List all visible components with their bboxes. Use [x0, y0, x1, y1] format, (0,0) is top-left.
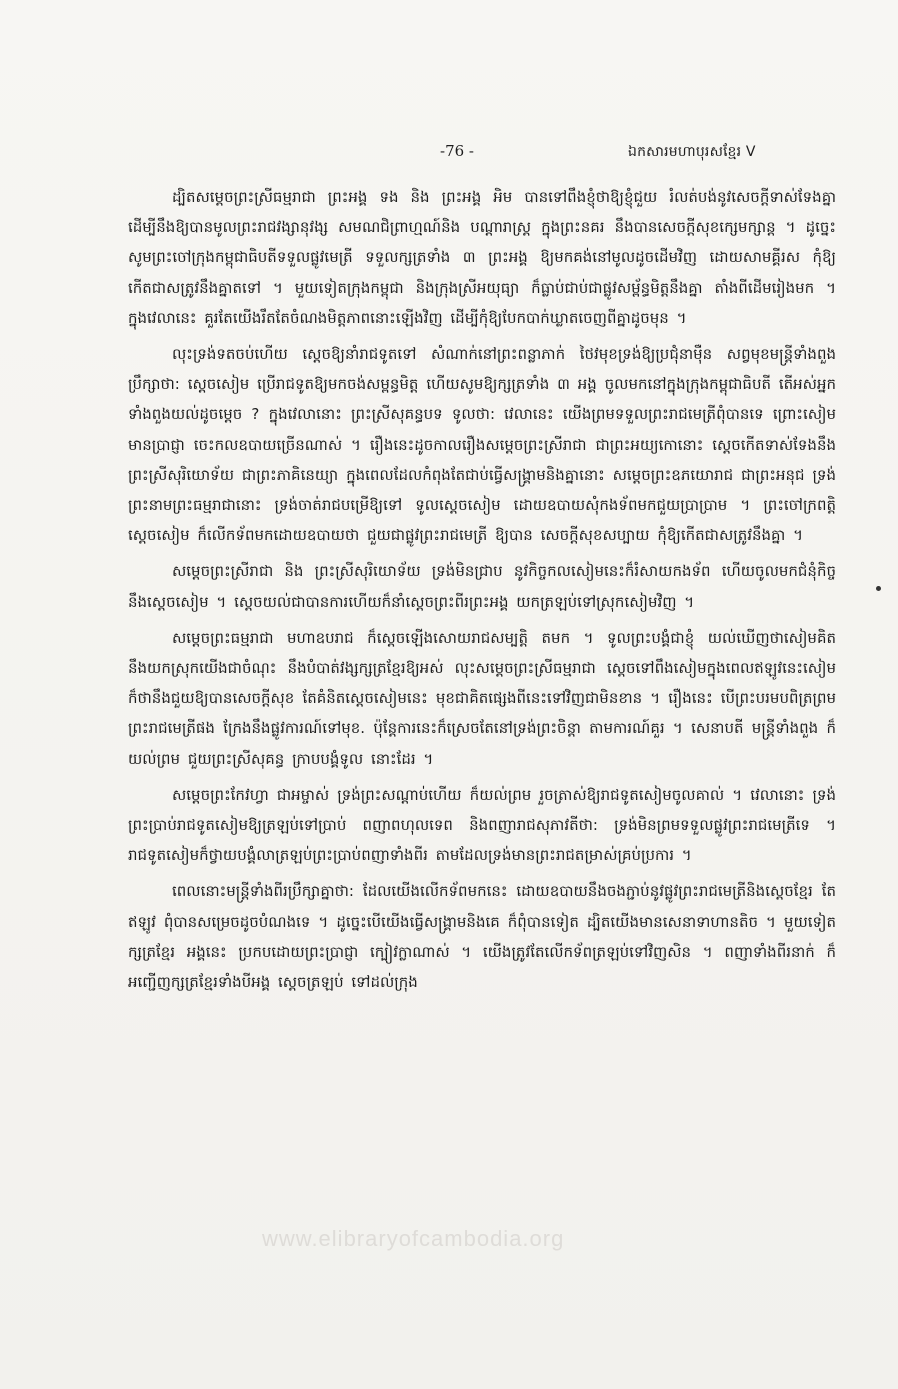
- paragraph-1: ដ្បិតសម្តេចព្រះស្រីធម្មរាជា ព្រះអង្គ ទង និង ព្រះអង្គ អិម បានទៅពឹងខ្ញុំថាឱ្យខ្ញុំជួយ រំលត់បង់នូវសេចក្តីទាស់ទែងគ្នា ដើម្បីនឹងឱ្យបានមូលព្រះរាជវង្សានុវង្ស សមណជិព្រាហ្មណ៍និង បណ្តារាស្ត្រ ក្នុងព្រះនគរ នឹងបានសេចក្តីសុខក្សេមក្សាន្ត ។ ដូច្នេះសូមព្រះចៅក្រុងកម្ពុជាធិបតីទទួលផ្លូវមេត្រី ទទួលក្សត្រទាំង ៣ ព្រះអង្គ ឱ្យមកគង់នៅមូលដូចដើមវិញ ដោយសាមគ្គីរស កុំឱ្យកើតជាសត្រូវនឹងគ្នាតទៅ ។ មួយទៀតក្រុងកម្ពុជា និងក្រុងស្រីអយុធ្យា ក៏ធ្លាប់ជាប់ជាផ្លូវសម្ព័ន្ធមិត្តនឹងគ្នា តាំងពីដើមរៀងមក ។ ក្នុងវេលានេះ គួរតែយើងរឹតតែចំណងមិត្តភាពនោះឡើងវិញ ដើម្បីកុំឱ្យបែកបាក់ឃ្លាតចេញពីគ្នាដូចមុន ។: [128, 188, 836, 327]
- paragraph-6: ពេលនោះមន្ត្រីទាំងពីរប្រឹក្សាគ្នាថា: ដែលយើងលើកទ័ពមកនេះ ដោយឧបាយនឹងចងភ្ជាប់នូវផ្លូវព្រះរាជមេត្រីនិងស្តេចខ្មែរ តែឥឡូវ ពុំបានសម្រេចដូចបំណងទេ ។ ដូច្នេះបើយើងធ្វើសង្គ្រាមនិងគេ ក៏ពុំបានទៀត ដ្បិតយើងមានសេនាទាហានតិច ។ មួយទៀតក្សត្រខ្មែរ អង្គនេះ ប្រកបដោយព្រះប្រាជ្ញា ក្បៀវក្លាណាស់ ។ យើងត្រូវតែលើកទ័ពត្រឡប់ទៅវិញសិន ។ ពញាទាំងពីរនាក់ ក៏អញ្ជើញក្សត្រខ្មែរទាំងបីអង្គ ស្តេចត្រឡប់ ទៅដល់ក្រុង: [128, 882, 836, 992]
- running-title: ឯកសារមហាបុរសខ្មែរ V: [628, 144, 756, 160]
- page-header: [0, 142, 898, 168]
- document-body: [128, 182, 836, 1252]
- paragraph-5: សម្តេចព្រះកែវហ្វា ជាអម្ចាស់ ទ្រង់ព្រះសណ្តាប់ហើយ ក៏យល់ព្រម រួចត្រាស់ឱ្យរាជទូតសៀមចូលគាល់ ។ វេលានោះ ទ្រង់ព្រះប្រាប់រាជទូតសៀមឱ្យត្រឡប់ទៅប្រាប់ ពញាពហុលទេព និងពញារាជសុភាវតីថា: ទ្រង់មិនព្រមទទួលផ្លូវព្រះរាជមេត្រីទេ ។ រាជទូតសៀមក៏ថ្វាយបង្គំលាត្រឡប់ព្រះប្រាប់ពញាទាំងពីរ តាមដែលទ្រង់មានព្រះរាជតម្រាស់គ្រប់ប្រការ ។: [128, 785, 836, 865]
- paragraph-2: លុះទ្រង់ទតចប់ហើយ ស្តេចឱ្យនាំរាជទូតទៅ សំណាក់នៅព្រះពន្លាភាក់ ថៃវមុខទ្រង់ឱ្យប្រជុំនាម៉ឺន សព្វមុខមន្ត្រីទាំងពួងប្រឹក្សាថា: ស្តេចសៀម ប្រើរាជទូតឱ្យមកចង់សម្ពន្ធមិត្ត ហើយសូមឱ្យក្សត្រទាំង ៣ អង្គ ចូលមកនៅក្នុងក្រុងកម្ពុជាធិបតី តើអស់អ្នកទាំងពួងយល់ដូចម្តេច ? ក្នុងវេលានោះ ព្រះស្រីសុគន្ធបទ ទូលថា: វេលានេះ យើងព្រមទទួលព្រះរាជមេត្រីពុំបានទេ ព្រោះសៀមមានប្រាជ្ញា ចេះកលឧបាយច្រើនណាស់ ។ រឿងនេះដូចកាលរឿងសម្តេចព្រះស្រីរាជា ជាព្រះអយ្យកោនោះ ស្តេចកើតទាស់ទែងនឹងព្រះស្រីសុរិយោទ័យ ជាព្រះភាគិនេយ្យា ក្នុងពេលដែលកំពុងតែជាប់ធ្វើសង្គ្រាមនិងគ្នានោះ សម្តេចព្រះឧភយោរាជ ជាព្រះអនុជ ទ្រង់ព្រះនាមព្រះធម្មរាជានោះ ទ្រង់ចាត់រាជបម្រើឱ្យទៅ ទូលស្តេចសៀម ដោយឧបាយសុំកងទ័ពមកជួយប្រាប្រាម ។ ព្រះចៅក្រពត្តិ ស្តេចសៀម ក៏លើកទ័ពមកដោយឧបាយថា ជួយជាផ្លូវព្រះរាជមេត្រី ឱ្យបាន សេចក្តីសុខសប្បាយ កុំឱ្យកើតជាសត្រូវនឹងគ្នា ។: [128, 345, 836, 545]
- paragraph-3: សម្តេចព្រះស្រីរាជា និង ព្រះស្រីសុរិយោទ័យ ទ្រង់មិនជ្រាប នូវកិច្ចកលសៀមនេះក៏រំសាយកងទ័ព ហើយចូលមកជំនុំកិច្ចនឹងស្តេចសៀម ។ ស្តេចយល់ជាបានការហើយក៏នាំស្តេចព្រះពីរព្រះអង្គ យកត្រឡប់ទៅស្រុកសៀមវិញ ។: [128, 562, 836, 611]
- watermark: www.elibraryofcambodia.org: [262, 1226, 565, 1251]
- page-number: -76 -: [440, 142, 474, 160]
- paragraph-4: សម្តេចព្រះធម្មរាជា មហាឧបរាជ ក៏ស្តេចឡើងសោយរាជសម្បត្តិ តមក ។ ទូលព្រះបង្គំជាខ្ញុំ យល់ឃើញថាសៀមគិតនឹងយកស្រុកយើងជាចំណុះ នឹងបំបាត់វង្សក្សត្រខ្មែរឱ្យអស់ លុះសម្តេចព្រះស្រីធម្មរាជា ស្តេចទៅពឹងសៀមក្នុងពេលឥឡូវនេះសៀម ក៏ថានឹងជួយឱ្យបានសេចក្តីសុខ តែគំនិតស្តេចសៀមនេះ មុខជាគិតផ្សេងពីនេះទៅវិញជាមិនខាន ។ រឿងនេះ បើព្រះបរមបពិត្រព្រមព្រះរាជមេត្រីផង ក្រែងនឹងផ្លូវការណ៍ទៅមុខ. ប៉ុន្តែការនេះក៏ស្រេចតែនៅទ្រង់ព្រះចិន្តា តាមការណ៍គួរ ។ សេនាបតី មន្ត្រីទាំងពួង ក៏យល់ព្រម ជួយព្រះស្រីសុគន្ធ ក្រាបបង្គំទូល នោះដែរ ។: [128, 628, 836, 768]
- scan-speck: [876, 586, 881, 591]
